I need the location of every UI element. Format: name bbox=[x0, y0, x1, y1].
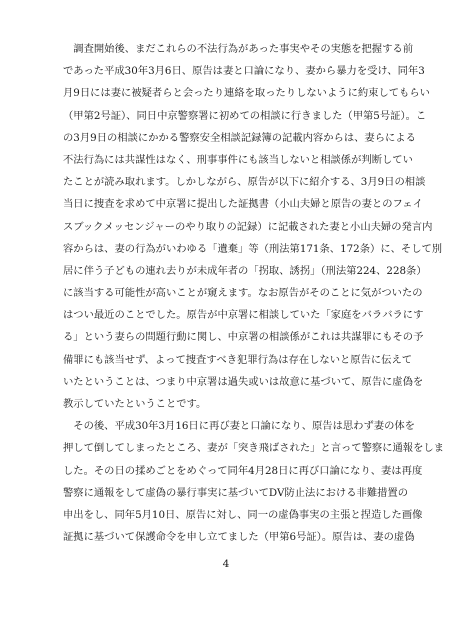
text-line: 警察に通報をして虚偽の暴行事実に基づいてDV防止法における非難措置の bbox=[63, 486, 409, 499]
text-line: 備罪にも該当せず、よって捜査すべき犯罪行為は存在しないと原告に伝えて bbox=[63, 353, 413, 366]
text-line: 不法行為には共謀性はなく、刑事事件にも該当しないと相談係が判断してい bbox=[63, 153, 413, 166]
text-line: に該当する可能性が高いことが窺えます。なお原告がそのことに気がついたの bbox=[63, 287, 423, 300]
text-line: （甲第2号証）、同日中京警察署に初めての相談に行きました（甲第5号証）。こ bbox=[63, 109, 427, 122]
text-line: 証拠に基づいて保護命令を申し立てました（甲第6号証）。原告は、妻の虚偽 bbox=[63, 531, 415, 544]
text-line: の3月9日の相談にかかる警察安全相談記録簿の記載内容からは、妻らによる bbox=[63, 131, 416, 144]
paragraph bbox=[63, 415, 444, 548]
text-line: 申出をし、同年5月10日、原告に対し、同一の虚偽事実の主張と捏造した画像 bbox=[63, 508, 423, 521]
text-line: 調査開始後、まだこれらの不法行為があった事実やその実態を把握する前 bbox=[63, 43, 413, 55]
text-line: はつい最近のことでした。原告が中京署に相談していた「家庭をバラバラにす bbox=[63, 309, 424, 322]
text-line: した。その日の揉めごとをめぐって同年4月28日に再び口論になり、妻は再度 bbox=[63, 464, 423, 477]
text-line: スブックメッセンジャーのやり取りの記録）に記載された妻と小山夫婦の発言内 bbox=[63, 220, 433, 233]
text-line: いたということは、つまり中京署は過失或いは故意に基づいて、原告に虚偽を bbox=[63, 375, 424, 388]
text-line: 教示していたということです。 bbox=[63, 398, 207, 410]
text-line: たことが読み取れます。しかしながら、原告が以下に紹介する、3月9日の相談 bbox=[63, 176, 426, 189]
paragraph bbox=[63, 38, 443, 415]
text-line: その後、平成30年3月16日に再び妻と口論になり、原告は思わず妻の体を bbox=[63, 420, 415, 433]
text-line: 居に伴う子どもの連れ去りが未成年者の「拐取、誘拐」（刑法第224、228条） bbox=[63, 264, 427, 277]
text-line: 容からは、妻の行為がいわゆる「遺棄」等（刑法第171条、172条）に、そして別 bbox=[63, 242, 443, 255]
text-line: 押して倒してしまったところ、妻が「突き飛ばされた」と言って警察に通報をしま bbox=[63, 442, 444, 455]
page-number: 4 bbox=[222, 558, 230, 570]
text-line: 当日に捜査を求めて中京署に提出した証拠書（小山夫婦と原告の妻とのフェイ bbox=[63, 198, 423, 211]
text-line: る」という妻らの問題行動に関し、中京署の相談係がこれは共謀罪にもその予 bbox=[63, 331, 424, 344]
text-line: 月9日には妻に被疑者らと会ったり連絡を取ったりしないように約束してもらい bbox=[63, 87, 430, 100]
text-line: であった平成30年3月6日、原告は妻と口論になり、妻から暴力を受け、同年3 bbox=[63, 65, 425, 78]
body-text bbox=[63, 38, 444, 548]
